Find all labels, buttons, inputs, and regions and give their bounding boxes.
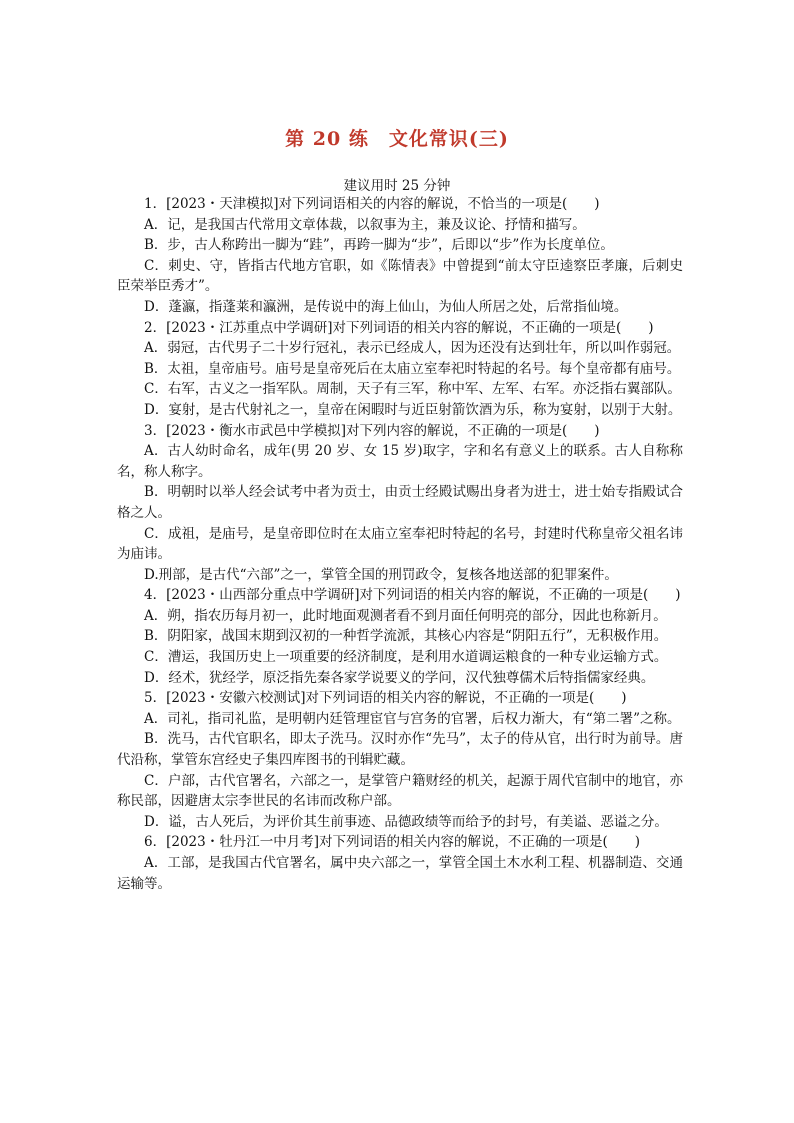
question-stem: 4．[2023・山西部分重点中学调研]对下列词语的相关内容的解说，不正确的一项是( ) xyxy=(144,587,681,604)
question-stem: 1．[2023・天津模拟]对下列词语相关的内容的解说，不恰当的一项是( ) xyxy=(144,196,600,212)
question-stem: 5．[2023・安徽六校测试]对下列词语的相关内容的解说，不正确的一项是( ) xyxy=(144,690,627,707)
answer-option: A．记，是我国古代常用文章体裁，以叙事为主，兼及议论、抒情和描写。 xyxy=(144,216,586,233)
answer-option: D.刑部，是古代“六部”之一，掌管全国的刑罚政令，复核各地送部的犯罪案件。 xyxy=(144,566,618,583)
answer-option: D．蓬瀛，指蓬莱和瀛洲，是传说中的海上仙山，为仙人所居之处，后常指仙境。 xyxy=(144,298,628,315)
question-list xyxy=(117,194,683,894)
question-block xyxy=(117,585,683,688)
answer-option: C．刺史、守，皆指古代地方官职，如《陈情表》中曾提到“前太守臣逵察臣孝廉，后刺史臣荣举臣秀才”。 xyxy=(117,257,683,295)
answer-option: D．宴射，是古代射礼之一，皇帝在闲暇时与近臣射箭饮酒为乐，称为宴射，以别于大射。 xyxy=(144,401,682,418)
question-block xyxy=(117,318,683,421)
answer-option: B．太祖，皇帝庙号。庙号是皇帝死后在太庙立室奉祀时特起的名号。每个皇帝都有庙号。 xyxy=(144,360,681,377)
page-title: 第 20 练 文化常识(三) xyxy=(285,128,509,150)
question-block xyxy=(117,688,683,832)
answer-option: C．漕运，我国历史上一项重要的经济制度，是利用水道调运粮食的一种专业运输方式。 xyxy=(144,649,668,666)
answer-option: B．洗马，古代官职名，即太子洗马。汉时亦作“先马”，太子的侍从官，出行时为前导。唐代沿称，掌管东宫经史子集四库图书的刊辑贮藏。 xyxy=(117,731,683,769)
answer-option: A．司礼，指司礼监，是明朝内廷管理宦官与宫务的官署，后权力渐大，有“第二署”之称。 xyxy=(144,710,681,727)
time-suggestion: 建议用时 25 分钟 xyxy=(343,178,451,194)
question-stem: 3．[2023・衡水市武邑中学模拟]对下列内容的解说，不正确的一项是( ) xyxy=(144,422,600,439)
question-block xyxy=(117,832,683,894)
answer-option: B．明朝时以举人经会试考中者为贡士，由贡士经殿试赐出身者为进士，进士始专指殿试合格之人。 xyxy=(117,484,683,521)
question-stem: 6．[2023・牡丹江一中月考]对下列词语的相关内容的解说，不正确的一项是( ) xyxy=(144,834,641,851)
answer-option: D．谥，古人死后，为评价其生前事迹、品德政绩等而给予的封号，有美谥、恶谥之分。 xyxy=(144,813,668,830)
answer-option: A．工部，是我国古代官署名，属中央六部之一，掌管全国土木水利工程、机器制造、交通运输等。 xyxy=(117,855,683,892)
answer-option: A．弱冠，古代男子二十岁行冠礼，表示已经成人，因为还没有达到壮年，所以叫作弱冠。 xyxy=(144,340,681,357)
answer-option: B．步，古人称跨出一脚为“跬”，再跨一脚为“步”，后即以“步”作为长度单位。 xyxy=(144,237,614,254)
answer-option: C．右军，古义之一指军队。周制，天子有三军，称中军、左军、右军。亦泛指右翼部队。 xyxy=(144,381,681,398)
answer-option: B．阴阳家，战国末期到汉初的一种哲学流派，其核心内容是“阴阳五行”，无积极作用。 xyxy=(144,628,668,645)
question-stem: 2．[2023・江苏重点中学调研]对下列词语的相关内容的解说，不正确的一项是( ) xyxy=(144,319,654,336)
question-block xyxy=(117,194,683,318)
answer-option: C．户部，古代官署名，六部之一，是掌管户籍财经的机关，起源于周代官制中的地官，亦称民部，因避唐太宗李世民的名讳而改称户部。 xyxy=(117,772,683,810)
question-block xyxy=(117,421,683,586)
answer-option: A．朔，指农历每月初一，此时地面观测者看不到月面任何明亮的部分，因此也称新月。 xyxy=(144,607,667,624)
answer-option: A．古人幼时命名，成年(男 20 岁、女 15 岁)取字，字和名有意义上的联系。古人自称称名，称人称字。 xyxy=(117,443,683,480)
answer-option: C．成祖，是庙号，是皇帝即位时在太庙立室奉祀时特起的名号，封建时代称皇帝父祖名讳为庙讳。 xyxy=(117,525,683,563)
answer-option: D．经术，犹经学，原泛指先秦各家学说要义的学问，汉代独尊儒术后特指儒家经典。 xyxy=(144,669,655,686)
